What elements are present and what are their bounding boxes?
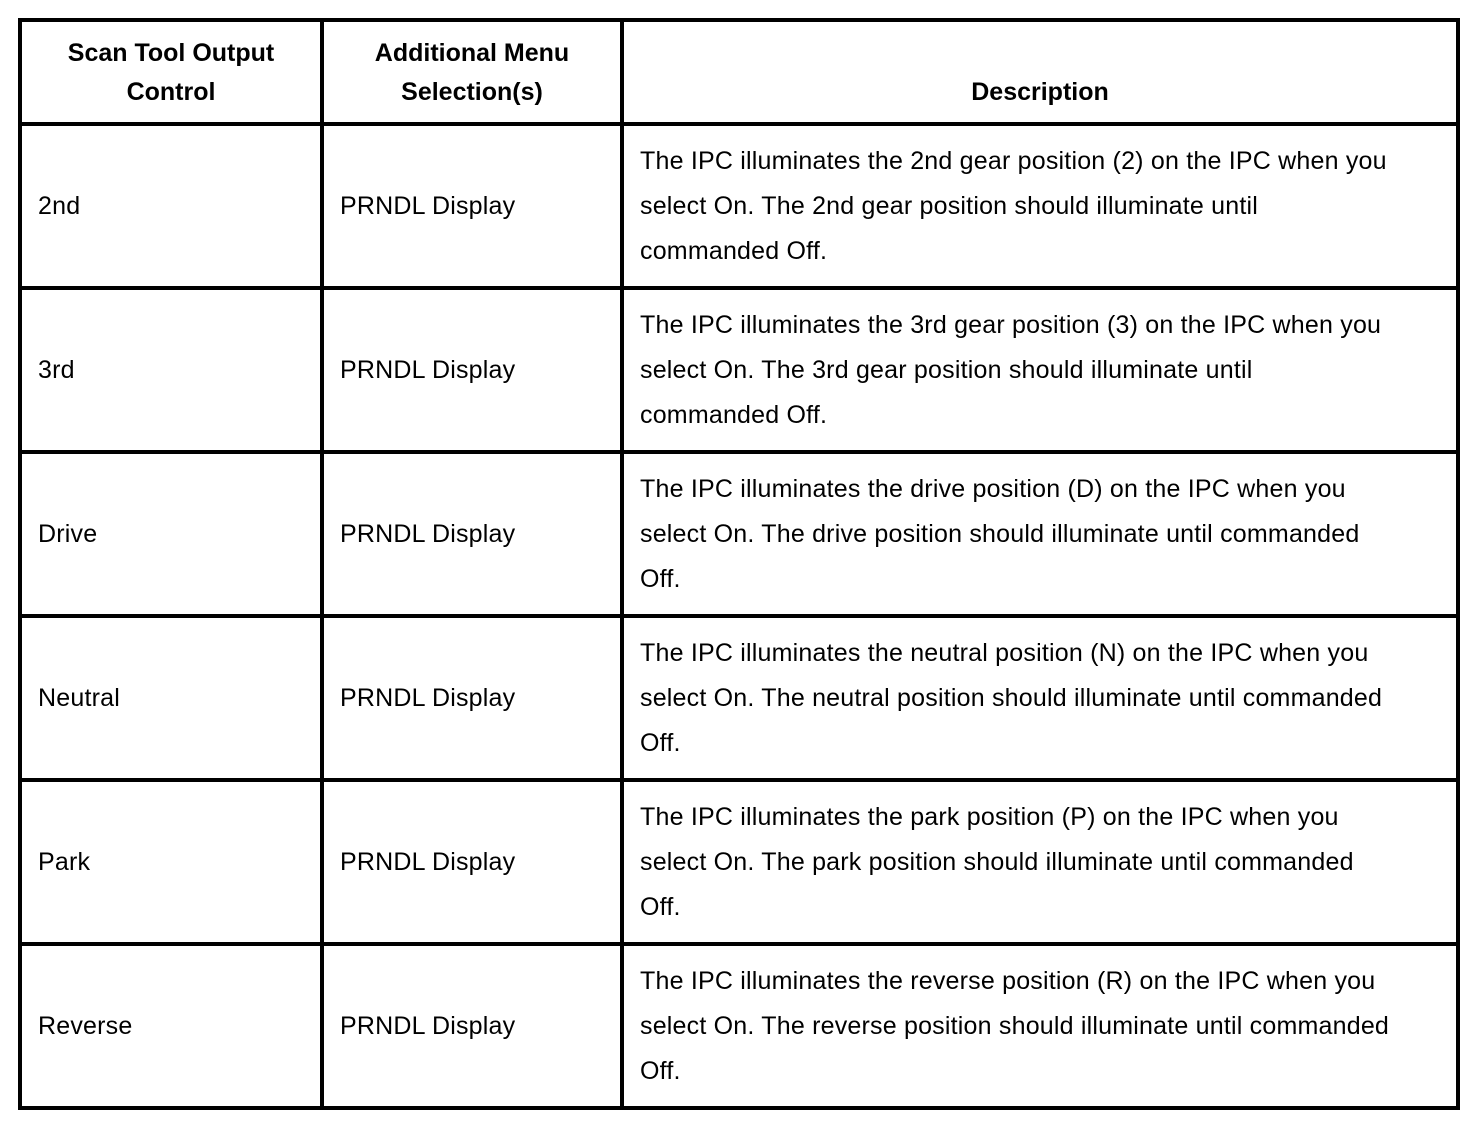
description-cell: The IPC illuminates the neutral position (N) on the IPC when you select On. The neutral position should illuminate until commanded Off. (622, 616, 1458, 780)
table-row (20, 616, 1458, 780)
menu-cell: PRNDL Display (322, 288, 622, 452)
control-cell: Reverse (20, 944, 322, 1108)
menu-cell: PRNDL Display (322, 616, 622, 780)
table-row (20, 944, 1458, 1108)
header-additional-menu-selections: Additional Menu Selection(s) (322, 20, 622, 124)
menu-cell: PRNDL Display (322, 944, 622, 1108)
output-control-table (18, 18, 1460, 1110)
table-row (20, 124, 1458, 288)
description-cell: The IPC illuminates the 3rd gear position (3) on the IPC when you select On. The 3rd gear position should illuminate until commanded Off. (622, 288, 1458, 452)
menu-cell: PRNDL Display (322, 780, 622, 944)
control-cell: Drive (20, 452, 322, 616)
control-cell: 3rd (20, 288, 322, 452)
menu-cell: PRNDL Display (322, 452, 622, 616)
menu-cell: PRNDL Display (322, 124, 622, 288)
table-row (20, 288, 1458, 452)
header-row (20, 20, 1458, 124)
control-cell: Neutral (20, 616, 322, 780)
description-cell: The IPC illuminates the 2nd gear position (2) on the IPC when you select On. The 2nd gear position should illuminate until commanded Off. (622, 124, 1458, 288)
table-row (20, 780, 1458, 944)
control-cell: 2nd (20, 124, 322, 288)
control-cell: Park (20, 780, 322, 944)
description-cell: The IPC illuminates the park position (P) on the IPC when you select On. The park position should illuminate until commanded Off. (622, 780, 1458, 944)
header-scan-tool-output-control: Scan Tool Output Control (20, 20, 322, 124)
table-row (20, 452, 1458, 616)
description-cell: The IPC illuminates the reverse position (R) on the IPC when you select On. The reverse position should illuminate until commanded Off. (622, 944, 1458, 1108)
description-cell: The IPC illuminates the drive position (D) on the IPC when you select On. The drive position should illuminate until commanded Off. (622, 452, 1458, 616)
header-description: Description (622, 20, 1458, 124)
